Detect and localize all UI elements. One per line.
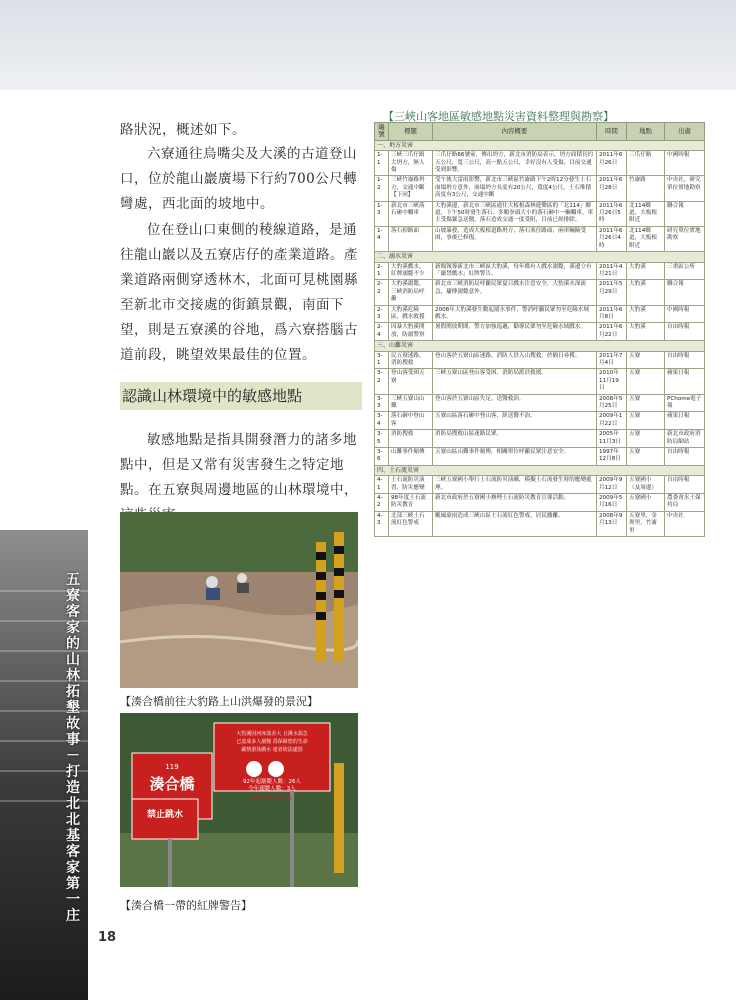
- table-cell: 五寮: [627, 430, 665, 448]
- table-cell: 3-6: [375, 448, 389, 466]
- table-cell: 2-1: [375, 262, 389, 280]
- table-cell: 2011年6月8日: [597, 305, 627, 323]
- table-header-cell: 時間: [597, 123, 627, 141]
- table-cell: 五寮國小: [627, 494, 665, 512]
- table-cell: 98年度土石流防災教育: [389, 494, 433, 512]
- table-cell: 三峽五寮山山難: [389, 394, 433, 412]
- table-row: [375, 494, 705, 512]
- table-cell: 1-4: [375, 226, 389, 251]
- table-cell: 2008年大豹溪發生數起溺水事件，警消呼籲民眾勿至危險水域戲水。: [433, 305, 597, 323]
- table-row: [375, 476, 705, 494]
- table-cell: 3-2: [375, 369, 389, 394]
- table-cell: 三爪仔路66號前，傳出坍方，新北市消防局表示，坍方面積長約五公尺，寬三公尺，高一點五公尺，幸好沒有人受傷，目前交通受到影響。: [433, 151, 597, 176]
- table-cell: 蘋果日報: [665, 412, 705, 430]
- table-cell: 新北市三峽消防局呼籲民眾夏日戲水注意安全，大豹溪水深流急，屢傳溺斃意外。: [433, 280, 597, 305]
- table-cell: 4-3: [375, 511, 389, 536]
- table-cell: 三重區公所: [665, 262, 705, 280]
- table-cell: 中國時報: [665, 305, 705, 323]
- table-cell: 大豹溪: [627, 280, 665, 305]
- table-cell: 山難事件頻傳: [389, 448, 433, 466]
- sign-stat-2: 今年溺斃人數：3人: [248, 786, 296, 792]
- table-cell: 蘋果日報: [665, 369, 705, 394]
- table-cell: 農委會水土保持局: [665, 494, 705, 512]
- table-row: [375, 201, 705, 226]
- warning-sign-caption: 【湊合橋一帶的紅牌警告】: [120, 899, 252, 912]
- table-cell: 新聞報導新北市三峽區大豹溪，每年都有人戲水溺斃，溪邊立有「嚴禁戲水」紅牌警告。: [433, 262, 597, 280]
- table-row: [375, 369, 705, 394]
- table-cell: 颱風豪雨造成三峽山區土石流紅色警戒，居民撤離。: [433, 511, 597, 536]
- table-header-cell: 出處: [665, 123, 705, 141]
- table-cell: 2011年6月26日: [597, 151, 627, 176]
- table-cell: 聯合報: [665, 201, 705, 226]
- table-cell: 五寮: [627, 448, 665, 466]
- table-row: [375, 412, 705, 430]
- table-cell: 三峽五寮國小舉行土石流防災演練，模擬土石流發生時的應變處理。: [433, 476, 597, 494]
- table-cell: 大豹溪: [627, 305, 665, 323]
- table-row: [375, 351, 705, 369]
- table-cell: 因暴大豹溪開放，防溺警察: [389, 323, 433, 341]
- table-cell: 2-2: [375, 280, 389, 305]
- table-header-cell: 編號: [375, 123, 389, 141]
- table-cell: 2011年6月26日5時: [597, 201, 627, 226]
- table-row: [375, 151, 705, 176]
- table-cell: 五寮里，金圳里，竹崙里: [627, 511, 665, 536]
- table-category-row: [375, 341, 705, 351]
- table-row: [375, 394, 705, 412]
- table-category-row: [375, 465, 705, 475]
- table-cell: 土石流防災演習，防災應變: [389, 476, 433, 494]
- table-cell: 暑假開放期間，警方加強巡邏，勸導民眾勿至危險水域戲水。: [433, 323, 597, 341]
- paragraph-ridge-road: 位在登山口東側的稜線道路，是通往龍山巖以及五寮店仔的產業道路。產業道路兩側穿透林木，北面可見桃園縣至新北市交接處的街鎮景觀，南面下望，則是五寮溪的谷地，爲六寮搭腦古道前段，眺望效果最佳的位置。: [120, 222, 358, 363]
- table-cell: 登山客於五寮山區失足，送醫救治。: [433, 394, 597, 412]
- table-cell: 2008年9月13日: [597, 511, 627, 536]
- table-cell: 聯合報: [665, 280, 705, 305]
- table-cell: 大豹溪溺斃，三峽消防局呼籲: [389, 280, 433, 305]
- table-category-row: [375, 140, 705, 150]
- table-cell: 1997年12月8日: [597, 448, 627, 466]
- sign-line-2: 已造成多人溺斃 爲保障您的生命: [236, 739, 308, 745]
- table-cell: 新北市政府消防局網站: [665, 430, 705, 448]
- table-cell: 2011年6月26日4時: [597, 226, 627, 251]
- table-row: [375, 226, 705, 251]
- table-cell: 3-3: [375, 394, 389, 412]
- table-body: [375, 140, 705, 536]
- table-cell: 大豹溪戲水，紅牌溺斃不少: [389, 262, 433, 280]
- flood-photo: [120, 512, 358, 688]
- table-row: [375, 448, 705, 466]
- table-row: [375, 280, 705, 305]
- table-cell: 2-4: [375, 323, 389, 341]
- page-number: 18: [98, 930, 117, 945]
- table-cell: 受午後大雷雨影響，新北市三峽區竹崙路下午2時12分發生土石崩塌坍方意外，崩塌坍方長度有20公尺，寬度4公尺，土石堆積高度有3公尺，交通中斷: [433, 176, 597, 201]
- table-cell: 五寮山區落石砸中登山客，經送醫不治。: [433, 412, 597, 430]
- sign-emergency-number: 119: [165, 763, 179, 771]
- table-cell: 自由時報: [665, 323, 705, 341]
- table-header-row: [375, 123, 705, 141]
- table-cell: 2011年5月29日: [597, 280, 627, 305]
- sign-no-diving: 禁止跳水: [146, 810, 184, 820]
- table-cell: 研究單位實地勘察: [665, 226, 705, 251]
- table-cell: 2011年7月4日: [597, 351, 627, 369]
- warning-sign-drawing: [120, 713, 358, 887]
- table-cell: 五寮山區山難事件頻傳，相關單位呼籲民眾注意安全。: [433, 448, 597, 466]
- chapter-side-title: 五寮客家的山林拓墾故事－打造北北基客家第一庄: [66, 572, 80, 924]
- table-cell: 自由時報: [665, 476, 705, 494]
- table-cell: 2009年9月12日: [597, 476, 627, 494]
- paragraph-sensitive-sites: 敏感地點是指具開發潛力的諸多地點中，但是又常有災害發生之特定地點。在五寮與周邊地區的山林環境中，: [120, 432, 358, 498]
- paragraph-trailhead: 六寮通往烏嘴尖及大溪的古道登山口，位於龍山巖廣場下行約700公尺轉彎處，西北面的坡地中。: [120, 146, 358, 212]
- table-row: [375, 511, 705, 536]
- table-cell: 1-3: [375, 201, 389, 226]
- table-cell: 五寮: [627, 369, 665, 394]
- table-row: [375, 176, 705, 201]
- table-header-cell: 標題: [389, 123, 433, 141]
- table-cell: 4-1: [375, 476, 389, 494]
- flood-photo-drawing: [120, 512, 358, 688]
- table-cell: 2008年5月25日: [597, 394, 627, 412]
- table-cell: 北114鄉道，大板根附近: [627, 201, 665, 226]
- table-cell: 新北市政府於五寮國小辦理土石流防災教育宣導活動。: [433, 494, 597, 512]
- table-cell: 2009年5月16日: [597, 494, 627, 512]
- sign-line-3: 嚴禁游泳戲水 違者依法處罰: [241, 747, 303, 753]
- table-cell: 三爪仔路: [627, 151, 665, 176]
- table-header-cell: 地點: [627, 123, 665, 141]
- table-cell: 自由時報: [665, 448, 705, 466]
- table-cell: 大豹溪: [627, 323, 665, 341]
- table-category-label: 二、溺水災害: [375, 252, 705, 262]
- header-band: [0, 0, 736, 90]
- table-cell: 2011年6月22日: [597, 323, 627, 341]
- flood-photo-caption: 【湊合橋前往大豹路上山洪爆發的景況】: [120, 695, 318, 708]
- table-title: 【三峽山客地區敏感地點災害資料整理與勘察】: [383, 110, 614, 123]
- table-cell: 五寮國小（及周邊）: [627, 476, 665, 494]
- table-cell: 中央社，研究單位實地勘察: [665, 176, 705, 201]
- sign-issuer: 新北市政府警察局: [251, 795, 293, 801]
- table-cell: 消防局搜救山區迷路民眾。: [433, 430, 597, 448]
- table-cell: 1-1: [375, 151, 389, 176]
- table-cell: 2010年11月19日: [597, 369, 627, 394]
- table-cell: 1-2: [375, 176, 389, 201]
- table-cell: 2005年11月3日: [597, 430, 627, 448]
- table-cell: 三峽五寮山區登山客受困，消防局派員救援。: [433, 369, 597, 394]
- table-cell: 北部三峽土石流紅色警戒: [389, 511, 433, 536]
- table-row: [375, 323, 705, 341]
- table-cell: 落石掉路面: [389, 226, 433, 251]
- table-cell: 五寮: [627, 412, 665, 430]
- table-cell: 中國時報: [665, 151, 705, 176]
- table-cell: 自由時報: [665, 351, 705, 369]
- table-header-cell: 內容概要: [433, 123, 597, 141]
- table-cell: 登山客受困五寮: [389, 369, 433, 394]
- table-cell: 3-5: [375, 430, 389, 448]
- table-cell: 3-1: [375, 351, 389, 369]
- table-cell: 登山客於五寮山區迷路，消防人員入山搜救，於隔日尋獲。: [433, 351, 597, 369]
- sign-stat: 92年起溺斃人數：26人: [243, 779, 301, 785]
- sign-bridge-name: 湊合橋: [149, 775, 195, 793]
- table-cell: 大豹溪危險區，戲水救援: [389, 305, 433, 323]
- warning-sign-photo: [120, 713, 358, 887]
- table-cell: PChome電子報: [665, 394, 705, 412]
- table-cell: 中央社: [665, 511, 705, 536]
- table-cell: 北114鄉道，大板根附近: [627, 226, 665, 251]
- table-cell: 三峽三爪仔路大坍方，無人傷: [389, 151, 433, 176]
- table-cell: 2009年1月22日: [597, 412, 627, 430]
- table-cell: 三峽竹崙路坍方，交通中斷【下同】: [389, 176, 433, 201]
- table-cell: 大豹溪: [627, 262, 665, 280]
- table-category-label: 四、土石流災害: [375, 465, 705, 475]
- table-cell: 竹崙路: [627, 176, 665, 201]
- table-cell: 落石砸中登山客: [389, 412, 433, 430]
- table-cell: 2-3: [375, 305, 389, 323]
- table-cell: 4-2: [375, 494, 389, 512]
- paragraph-intro: 路狀況，概述如下。: [120, 122, 246, 138]
- table-cell: 3-4: [375, 412, 389, 430]
- table-cell: 2011年6月28日: [597, 176, 627, 201]
- table-row: [375, 305, 705, 323]
- table-cell: 2011年4月21日: [597, 262, 627, 280]
- table-cell: 山坡暴發，造成大板根道路坍方、落石塞住路面，兩車輛險受困，事後已修復。: [433, 226, 597, 251]
- table-category-label: 三、山難災害: [375, 341, 705, 351]
- sign-line-1: 大豹溪因河床落差大 且溪水湍急: [236, 731, 308, 737]
- table-cell: 民五寮迷路，消防搜救: [389, 351, 433, 369]
- table-row: [375, 430, 705, 448]
- table-cell: 五寮: [627, 351, 665, 369]
- table-category-label: 一、坍方災害: [375, 140, 705, 150]
- disaster-data-table: [374, 122, 705, 537]
- table-row: [375, 262, 705, 280]
- section-heading: 認識山林環境中的敏感地點: [120, 382, 362, 410]
- table-category-row: [375, 252, 705, 262]
- table-cell: 消防搜救: [389, 430, 433, 448]
- table-cell: 大豹溪邊，新北市三峽區通往大板根森林遊樂區的「北114」鄉道，下午50時發生落石，多顆拳頭大小的落石砸中一輛轎車，車主受傷緊急送醫，落石造成交通一度受阻，目前已經排除。: [433, 201, 597, 226]
- table-cell: 五寮: [627, 394, 665, 412]
- table-cell: 新北市三峽落石砸中轎車: [389, 201, 433, 226]
